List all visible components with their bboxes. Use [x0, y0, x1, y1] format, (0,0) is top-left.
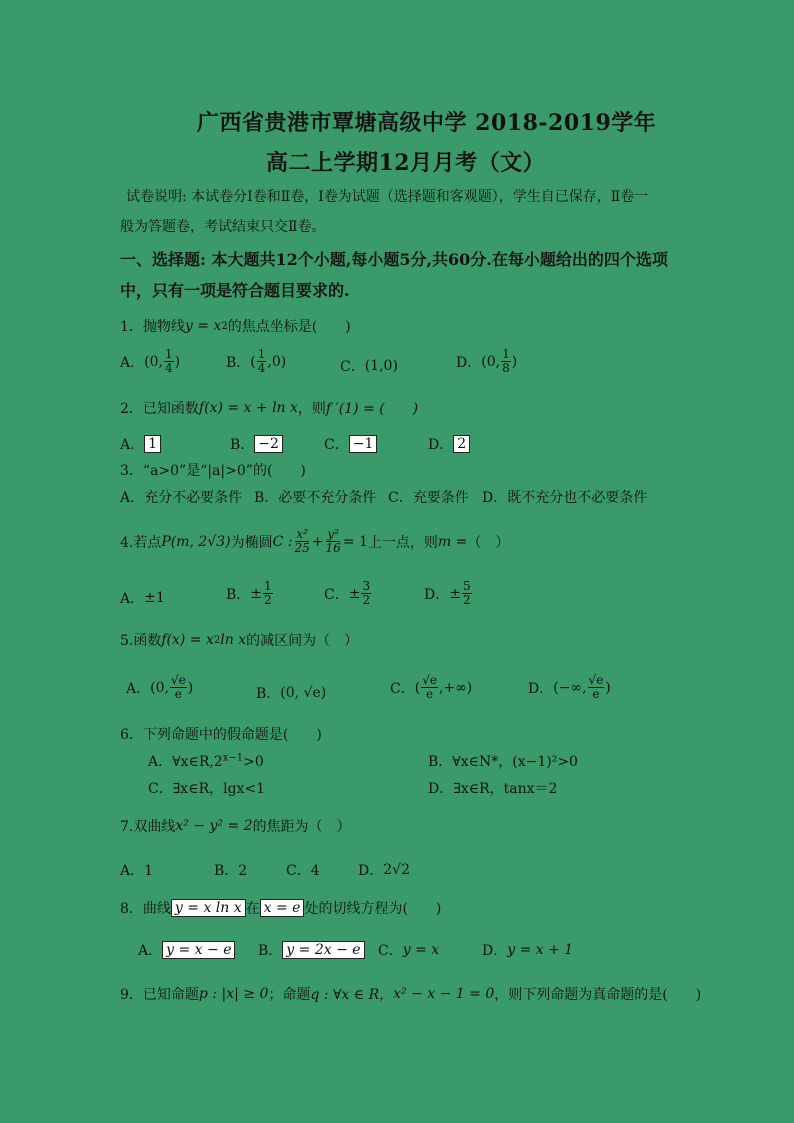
q3-stem: 3．“a>0”是“|a|>0”的( ): [120, 463, 306, 479]
q9-stem-pre: 9．已知命题: [120, 987, 199, 1003]
q5-stem: [120, 630, 358, 650]
q2-formula-2: f ′(1) = ( ): [325, 401, 419, 417]
q5-c-post: ,+∞): [438, 679, 473, 696]
q4-d-fraction: [462, 580, 472, 607]
q6-stem: 6．下列命题中的假命题是( ): [120, 727, 322, 743]
q5-b-value: (0, √e): [280, 685, 327, 701]
q8-d-label: D．: [482, 943, 508, 959]
q4-ellipse: C :: [272, 533, 293, 550]
q4-num-2: y²: [327, 527, 339, 541]
q1-formula-sup: 2: [221, 320, 228, 332]
q1-a-label: A．: [120, 354, 145, 371]
q2-c-label: C．: [324, 437, 349, 453]
q4-d-label: D．: [424, 586, 450, 603]
q5-formula-sup: 2: [213, 634, 221, 646]
q1-b-num: 1: [257, 347, 266, 361]
q5-a-post: ): [187, 679, 194, 696]
q8-formula-2: x = e: [260, 899, 305, 917]
q4-c-fraction: [361, 580, 371, 607]
q5-a-pre: (0,: [150, 679, 169, 696]
q2-option-c: [324, 434, 377, 454]
q4-d-pre: ±: [449, 585, 461, 602]
q4-den-1: 25: [294, 541, 310, 555]
q7-d-value: 2√2: [383, 862, 410, 878]
section-1-line-2: 中，只有一项是符合题目要求的.: [120, 281, 350, 300]
q4-num-1: x²: [296, 527, 308, 541]
q6-option-c: C．∃x∈R，lgx<1: [148, 781, 266, 797]
q5-b-label: B．: [256, 686, 281, 702]
q6-option-b: B．∀x∈N*，(x−1)²>0: [428, 754, 578, 770]
q9-mid: ；命题: [268, 987, 311, 1003]
intro-line-2: 般为答题卷，考试结束只交Ⅱ卷。: [120, 219, 326, 235]
q5-c-label: C．: [390, 680, 415, 697]
q8-option-d: [482, 940, 573, 960]
q4-b-den: 2: [264, 593, 272, 607]
q5-option-c: [390, 674, 472, 701]
q4-stem-post: 上一点，则: [367, 534, 438, 551]
q4-c-num: 3: [362, 579, 371, 593]
q1-option-a: [120, 348, 180, 375]
q1-a-num: 1: [164, 347, 173, 361]
q2-option-b: [230, 434, 283, 454]
q4-point: P(m, 2√3): [161, 533, 231, 550]
q7-stem-post: 的焦距为（ ）: [252, 819, 351, 835]
q5-d-fraction: [588, 674, 605, 701]
q3-option-b: B．必要不充分条件: [254, 490, 377, 506]
q8-stem-mid: 在: [245, 901, 260, 917]
q1-d-fraction: [501, 348, 511, 375]
q4-b-num: 1: [264, 579, 272, 593]
q1-a-den: 4: [164, 361, 173, 375]
q5-a-num: √e: [170, 673, 186, 687]
q8-stem: [120, 898, 441, 918]
q1-stem-post: 的焦点坐标是( ): [227, 319, 351, 335]
q9-formula: x² − x − 1 = 0: [393, 986, 495, 1002]
q7-option-b: B．2: [214, 863, 248, 879]
q4-option-c: [324, 580, 372, 607]
q8-option-b: [258, 940, 365, 960]
q5-stem-post: 的减区间为（ ）: [246, 633, 359, 649]
q4-var: m =: [437, 533, 468, 550]
q6-option-d: D．∃x∈R，tanx＝2: [428, 781, 558, 797]
q5-c-fraction: [421, 674, 438, 701]
q4-d-den: 2: [462, 593, 471, 607]
q2-d-value: 2: [453, 435, 470, 453]
q8-option-a: [138, 940, 235, 960]
q1-option-c: [340, 356, 398, 376]
q8-option-c: [378, 940, 439, 960]
q5-a-fraction: [170, 674, 187, 701]
q1-d-post: ): [511, 353, 518, 370]
q4-d-num: 5: [462, 579, 471, 593]
q9-stem-post: ，则下列命题为真命题的是( ): [494, 987, 702, 1003]
q4-option-b: [226, 580, 274, 607]
q2-stem-pre: 2．已知函数: [120, 401, 199, 417]
q1-a-pre: (0,: [144, 353, 163, 370]
q5-formula: f(x) = x: [161, 632, 214, 648]
q3-option-c: C．充要条件: [388, 490, 469, 506]
q1-d-num: 1: [502, 347, 510, 361]
q6-a-text: A．∀x∈R,2: [148, 754, 223, 770]
q4-stem: [120, 528, 509, 555]
q8-d-value: y = x + 1: [507, 942, 574, 958]
q7-stem-pre: 7.双曲线: [120, 819, 176, 835]
q1-d-pre: (0,: [481, 353, 501, 370]
q2-option-d: [428, 434, 470, 454]
q7-option-d: [358, 860, 410, 880]
q5-a-den: e: [174, 687, 182, 701]
q5-stem-pre: 5.函数: [120, 633, 162, 649]
q2-formula: f(x) = x + ln x: [198, 400, 298, 416]
q8-a-value: y = x − e: [162, 941, 235, 959]
q4-den-2: 16: [325, 541, 341, 555]
q1-d-den: 8: [502, 361, 510, 375]
q4-stem-mid: 为椭圆: [230, 534, 273, 551]
q5-d-post: ): [605, 679, 611, 696]
q1-stem: [120, 316, 351, 336]
q5-formula-post: ln x: [220, 632, 247, 648]
q1-a-post: ): [174, 353, 181, 370]
q4-c-pre: ±: [348, 585, 361, 602]
q4-stem-pre: 4.若点: [120, 534, 162, 551]
q1-formula: y = x: [184, 318, 222, 334]
q5-d-num: √e: [588, 673, 604, 687]
q2-b-value: −2: [254, 435, 283, 453]
q1-c-label: C．: [340, 359, 365, 375]
q1-b-label: B．: [226, 354, 251, 371]
q5-c-den: e: [426, 687, 434, 701]
title-line-1: 广西省贵港市覃塘高级中学 2018-2019学年: [197, 110, 657, 136]
q4-a-label: A．: [120, 591, 145, 607]
q5-option-d: [528, 674, 611, 701]
q4-paren: （ ）: [467, 534, 510, 551]
q8-c-value: y = x: [402, 942, 440, 958]
q4-b-pre: ±: [250, 585, 263, 602]
q1-d-label: D．: [456, 354, 482, 371]
q2-option-a: [120, 434, 161, 454]
q5-c-pre: (: [414, 679, 421, 696]
q4-c-den: 2: [362, 593, 371, 607]
q5-c-num: √e: [422, 673, 437, 687]
title-line-2: 高二上学期12月月考（文）: [266, 150, 546, 176]
q8-stem-pre: 8．曲线: [120, 901, 171, 917]
q1-a-fraction: [164, 348, 174, 375]
q2-c-value: −1: [349, 435, 378, 453]
q8-b-label: B．: [258, 943, 283, 959]
q1-option-b: [226, 348, 286, 375]
q5-option-b: [256, 683, 326, 703]
section-1-line-1: 一、选择题: 本大题共12个小题,每小题5分,共60分.在每小题给出的四个选项: [120, 250, 668, 269]
q1-b-post: ,0): [267, 353, 287, 370]
q8-c-label: C．: [378, 943, 403, 959]
q4-frac-2: [325, 528, 342, 555]
q5-d-label: D．: [528, 680, 554, 697]
q7-option-c: C．4: [286, 863, 320, 879]
q2-a-value: 1: [144, 435, 161, 453]
q7-formula: x² − y² = 2: [175, 818, 253, 834]
q3-option-d: D．既不充分也不必要条件: [482, 490, 648, 506]
q4-eq: = 1: [342, 533, 368, 550]
q9-q: q : ∀x ∈ R，: [310, 987, 394, 1003]
q1-c-value: (1,0): [364, 358, 398, 374]
q4-option-d: [424, 580, 473, 607]
q8-formula-1: y = x ln x: [171, 899, 246, 917]
q5-d-den: e: [592, 687, 600, 701]
q3-option-a: A．充分不必要条件: [120, 490, 243, 506]
q5-d-pre: (−∞,: [553, 679, 587, 696]
q4-plus: +: [311, 533, 324, 550]
q5-a-label: A．: [126, 680, 151, 697]
q8-stem-post: 处的切线方程为( ): [304, 901, 442, 917]
q7-stem: [120, 816, 351, 836]
q4-a-value: ±1: [144, 590, 165, 606]
q7-d-label: D．: [358, 863, 384, 879]
q2-d-label: D．: [428, 437, 454, 453]
q1-stem-pre: 1．抛物线: [120, 319, 185, 335]
q2-b-label: B．: [230, 437, 255, 453]
q2-stem-mid: ，则: [297, 401, 326, 417]
q8-a-label: A．: [138, 943, 163, 959]
q1-option-d: [456, 348, 517, 375]
q6-a-post: >0: [243, 754, 264, 770]
q1-b-fraction: [257, 348, 267, 375]
q4-c-label: C．: [324, 586, 349, 603]
q4-b-label: B．: [226, 586, 251, 603]
q9-stem: [120, 984, 701, 1004]
q7-option-a: A．1: [120, 863, 154, 879]
q6-option-a: [148, 751, 264, 771]
q2-a-label: A．: [120, 437, 145, 453]
q8-b-value: y = 2x − e: [282, 941, 364, 959]
q4-b-fraction: [263, 580, 273, 607]
q4-option-a: [120, 588, 165, 608]
q1-b-den: 4: [257, 361, 266, 375]
intro-line-1: 试卷说明: 本试卷分Ⅰ卷和Ⅱ卷，Ⅰ卷为试题（选择题和客观题），学生自已保存，Ⅱ卷一: [126, 189, 649, 205]
q5-option-a: [126, 674, 193, 701]
q1-b-pre: (: [250, 353, 256, 370]
q4-frac-1: [294, 528, 311, 555]
q2-stem: [120, 398, 418, 418]
q9-p: p : |x| ≥ 0: [198, 986, 269, 1002]
q6-a-sup: x−1: [222, 752, 244, 764]
